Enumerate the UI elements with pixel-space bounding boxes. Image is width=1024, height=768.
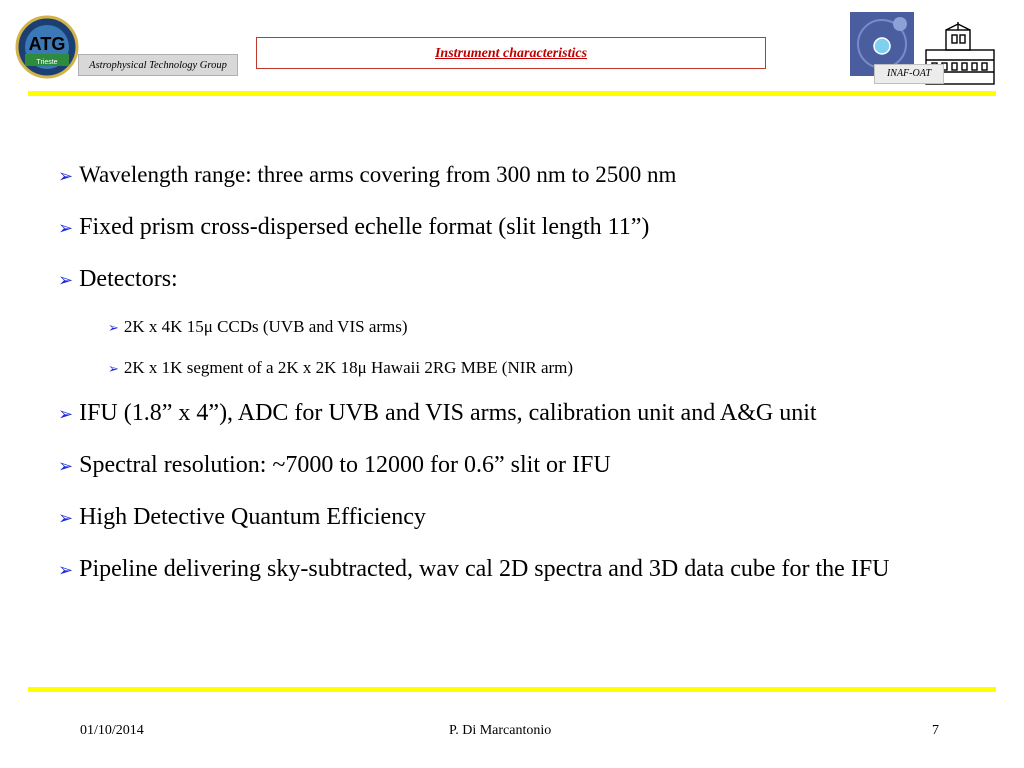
bullet-item: [58, 212, 978, 243]
bullet-item: [58, 264, 978, 295]
arrow-bullet-icon: ➢: [58, 560, 74, 580]
bullet-list: [58, 160, 978, 606]
bullet-item: [58, 450, 978, 481]
bullet-text: Wavelength range: three arms covering from 300 nm to 2500 nm: [79, 162, 677, 187]
bullet-item: [58, 502, 978, 533]
bullet-text: Fixed prism cross-dispersed echelle format (slit length 11”): [79, 214, 650, 240]
arrow-bullet-icon: ➢: [58, 166, 74, 186]
arrow-bullet-icon: ➢: [58, 508, 74, 528]
arrow-bullet-icon: ➢: [108, 320, 119, 335]
bullet-text: Pipeline delivering sky-subtracted, wav cal 2D spectra and 3D data cube for the IFU: [79, 556, 890, 582]
sub-bullet-item: [108, 316, 978, 339]
bullet-text: IFU (1.8” x 4”), ADC for UVB and VIS arms, calibration unit and A&G unit: [79, 400, 817, 426]
sub-bullet-item: [108, 357, 978, 380]
atg-logo-icon: [14, 14, 84, 80]
bullet-item: [58, 398, 978, 429]
top-divider: [28, 91, 996, 96]
footer-author: P. Di Marcantonio: [449, 723, 552, 738]
institute-label: INAF-OAT: [874, 64, 944, 84]
arrow-bullet-icon: ➢: [58, 404, 74, 424]
bullet-text: High Detective Quantum Efficiency: [79, 504, 426, 530]
bullet-text: Detectors:: [79, 266, 178, 292]
arrow-bullet-icon: ➢: [58, 218, 74, 238]
footer-date: 01/10/2014: [80, 723, 144, 738]
arrow-bullet-icon: ➢: [58, 456, 74, 476]
bullet-text: 2K x 4K 15μ CCDs (UVB and VIS arms): [123, 317, 408, 336]
title-box: [256, 37, 766, 69]
page-number: 7: [932, 723, 939, 738]
atg-logo-subtext: Trieste: [36, 59, 58, 66]
atg-logo-text: ATG: [28, 34, 66, 54]
bullet-text: 2K x 1K segment of a 2K x 2K 18μ Hawaii 2RG MBE (NIR arm): [123, 358, 574, 377]
bullet-item: [58, 554, 978, 585]
bullet-text: Spectral resolution: ~7000 to 12000 for 0.6” slit or IFU: [79, 452, 611, 478]
arrow-bullet-icon: ➢: [108, 361, 119, 376]
bottom-divider: [28, 687, 996, 692]
group-label: Astrophysical Technology Group: [78, 54, 238, 76]
arrow-bullet-icon: ➢: [58, 270, 74, 290]
slide-title: Instrument characteristics: [434, 46, 588, 61]
bullet-item: [58, 160, 978, 191]
